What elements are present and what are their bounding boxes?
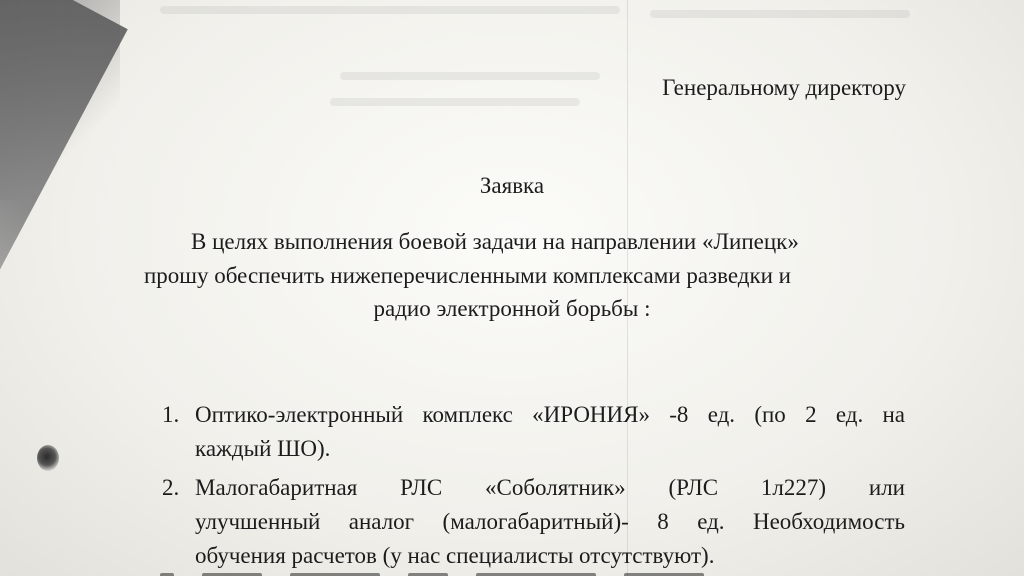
item-line: обучения расчетов (у нас специалисты отсутствуют).: [195, 543, 715, 568]
cut-off-text-line: [160, 566, 860, 576]
item-line: улучшенный аналог (малогабаритный)- 8 ед. Необходимость: [195, 509, 905, 534]
bleed-through-mark: [160, 6, 620, 14]
intro-line: В целях выполнения боевой задачи на направлении «Липецк»: [191, 229, 799, 254]
addressee-line: Генеральному директору: [662, 75, 906, 100]
item-line: каждый ШО).: [195, 436, 331, 461]
document-title: Заявка: [479, 173, 545, 198]
bleed-through-mark: [330, 98, 580, 106]
intro-line: радио электронной борьбы :: [373, 296, 651, 321]
bleed-through-mark: [340, 72, 600, 80]
list-item: [160, 471, 905, 573]
item-number: 2.: [162, 475, 180, 500]
intro-line: прошу обеспечить нижеперечисленными комплексами разведки и: [144, 263, 791, 288]
request-list: [160, 398, 905, 576]
item-number: 1.: [162, 402, 180, 427]
item-line: Малогабаритная РЛС «Соболятник» (РЛС 1л227) или: [195, 475, 905, 500]
photo-corner-vignette: [0, 0, 120, 200]
item-line: Оптико-электронный комплекс «ИРОНИЯ» -8 ед. (по 2 ед. на: [195, 402, 905, 427]
list-item: [160, 398, 905, 466]
punch-hole: [37, 445, 59, 471]
bleed-through-mark: [650, 10, 910, 18]
